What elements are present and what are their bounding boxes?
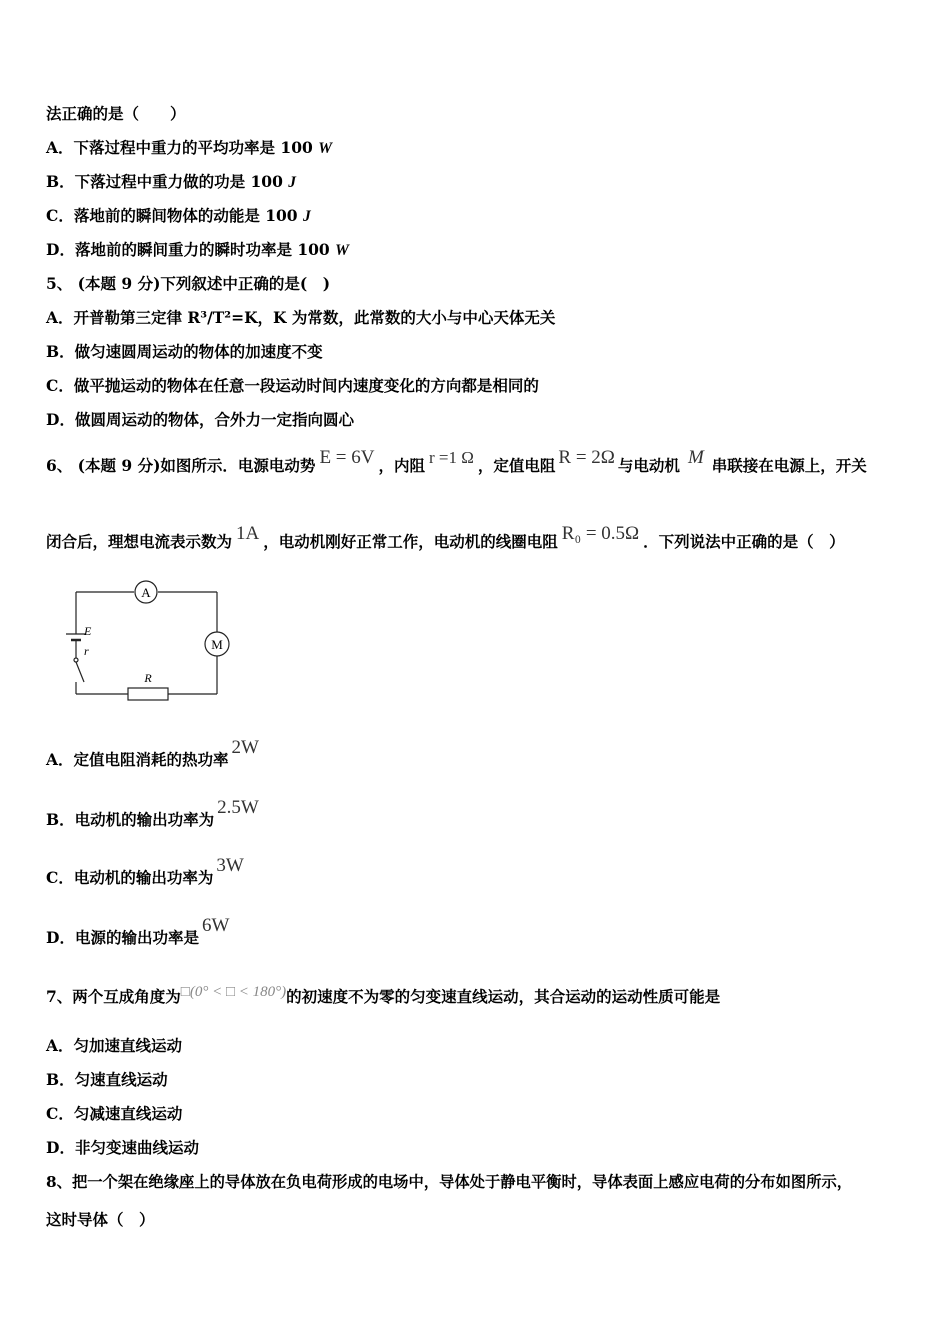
q4-option-d-unit: W <box>335 242 349 259</box>
q6-internal-r: r =1 Ω <box>429 448 474 467</box>
q7-option-c[interactable]: C．匀减速直线运动 <box>46 1104 183 1123</box>
motor-label: M <box>211 637 223 652</box>
circuit-diagram <box>62 578 242 702</box>
q6-option-b-value: 2.5W <box>217 797 259 818</box>
q6-stem-text: 与电动机 <box>617 456 680 475</box>
q7-stem-text: 7、两个互成角度为 <box>46 987 181 1006</box>
q6-stem-text: 闭合后，理想电流表示数为 <box>46 532 233 551</box>
q6-stem-line1 <box>46 447 867 477</box>
resistor-label: R <box>144 671 152 685</box>
q8-stem-line2: 这时导体（ ） <box>46 1210 155 1229</box>
q6-resistor: R = 2Ω <box>558 447 615 468</box>
emf-label: E <box>84 624 92 638</box>
q6-option-a-text: A．定值电阻消耗的热功率 <box>46 750 229 769</box>
q4-option-d[interactable] <box>46 238 349 260</box>
q6-current: 1A <box>236 523 260 544</box>
q7-option-d[interactable]: D．非匀变速曲线运动 <box>46 1138 199 1157</box>
q7-option-a[interactable]: A．匀加速直线运动 <box>46 1036 183 1055</box>
q8-stem-line1: 8、把一个架在绝缘座上的导体放在负电荷形成的电场中，导体处于静电平衡时，导体表面上感应电荷的分布如图所示， <box>46 1173 853 1191</box>
q4-option-a-unit: W <box>318 140 332 157</box>
q6-stem-text: 6、 (本题 9 分)如图所示．电源电动势 <box>46 456 316 475</box>
q6-emf: E = 6V <box>319 447 375 468</box>
q4-option-b-unit: J <box>288 174 296 191</box>
q5-option-c[interactable]: C．做平抛运动的物体在任意一段运动时间内速度变化的方向都是相同的 <box>46 376 539 395</box>
q4-option-b-text: B．下落过程中重力做的功是 100 <box>46 172 289 191</box>
q4-stem-tail: 法正确的是（ ） <box>46 104 186 123</box>
internal-r-label: r <box>84 644 89 658</box>
q4-option-c-unit: J <box>303 208 311 225</box>
q6-option-b[interactable] <box>46 797 259 831</box>
q6-option-d[interactable] <box>46 915 230 949</box>
q6-stem-text: ，定值电阻 <box>477 456 556 475</box>
q7-stem <box>46 985 720 1007</box>
q6-stem-line2 <box>46 523 845 553</box>
ammeter-symbol <box>135 581 157 603</box>
q6-option-b-text: B．电动机的输出功率为 <box>46 810 215 829</box>
q4-option-a[interactable] <box>46 136 332 158</box>
q6-option-c[interactable] <box>46 855 244 889</box>
motor-symbol <box>205 632 229 656</box>
q6-stem-text: ，电动机刚好正常工作，电动机的线圈电阻 <box>263 532 558 551</box>
q4-option-d-text: D．落地前的瞬间重力的瞬时功率是 100 <box>46 240 336 259</box>
q5-option-a[interactable]: A．开普勒第三定律 R³/T²=K，K 为常数，此常数的大小与中心天体无关 <box>46 308 556 327</box>
q6-stem-text: ．下列说法中正确的是（ ） <box>643 532 845 551</box>
q6-option-c-value: 3W <box>216 855 244 876</box>
q4-option-a-text: A．下落过程中重力的平均功率是 100 <box>46 138 319 157</box>
q4-option-c-text: C．落地前的瞬间物体的动能是 100 <box>46 206 303 225</box>
q4-option-c[interactable] <box>46 204 311 226</box>
q7-stem-text: 的初速度不为零的匀变速直线运动，其合运动的运动性质可能是 <box>286 987 721 1006</box>
ammeter-label: A <box>141 585 151 600</box>
q5-stem: 5、 (本题 9 分)下列叙述中正确的是( ) <box>46 274 331 293</box>
q5-option-d[interactable]: D．做圆周运动的物体，合外力一定指向圆心 <box>46 410 354 429</box>
q6-option-c-text: C．电动机的输出功率为 <box>46 868 214 887</box>
q6-option-d-value: 6W <box>201 915 230 936</box>
q6-option-d-text: D．电源的输出功率是 <box>46 928 199 947</box>
q6-coil-resistance: R₀ = 0.5Ω <box>561 523 640 544</box>
resistor-symbol <box>128 688 168 700</box>
q6-option-a[interactable] <box>46 737 259 771</box>
q7-option-b[interactable]: B．匀速直线运动 <box>46 1070 168 1089</box>
q6-option-a-value: 2W <box>231 737 259 758</box>
q6-stem-text: ，内阻 <box>378 456 425 475</box>
q5-option-b[interactable]: B．做匀速圆周运动的物体的加速度不变 <box>46 342 323 361</box>
q4-option-b[interactable] <box>46 170 296 192</box>
q6-stem-text: 串联接在电源上，开关 <box>711 456 867 475</box>
q6-motor: M <box>687 447 704 468</box>
q7-angle-range: □(0° < □ < 180°) <box>180 984 287 1000</box>
